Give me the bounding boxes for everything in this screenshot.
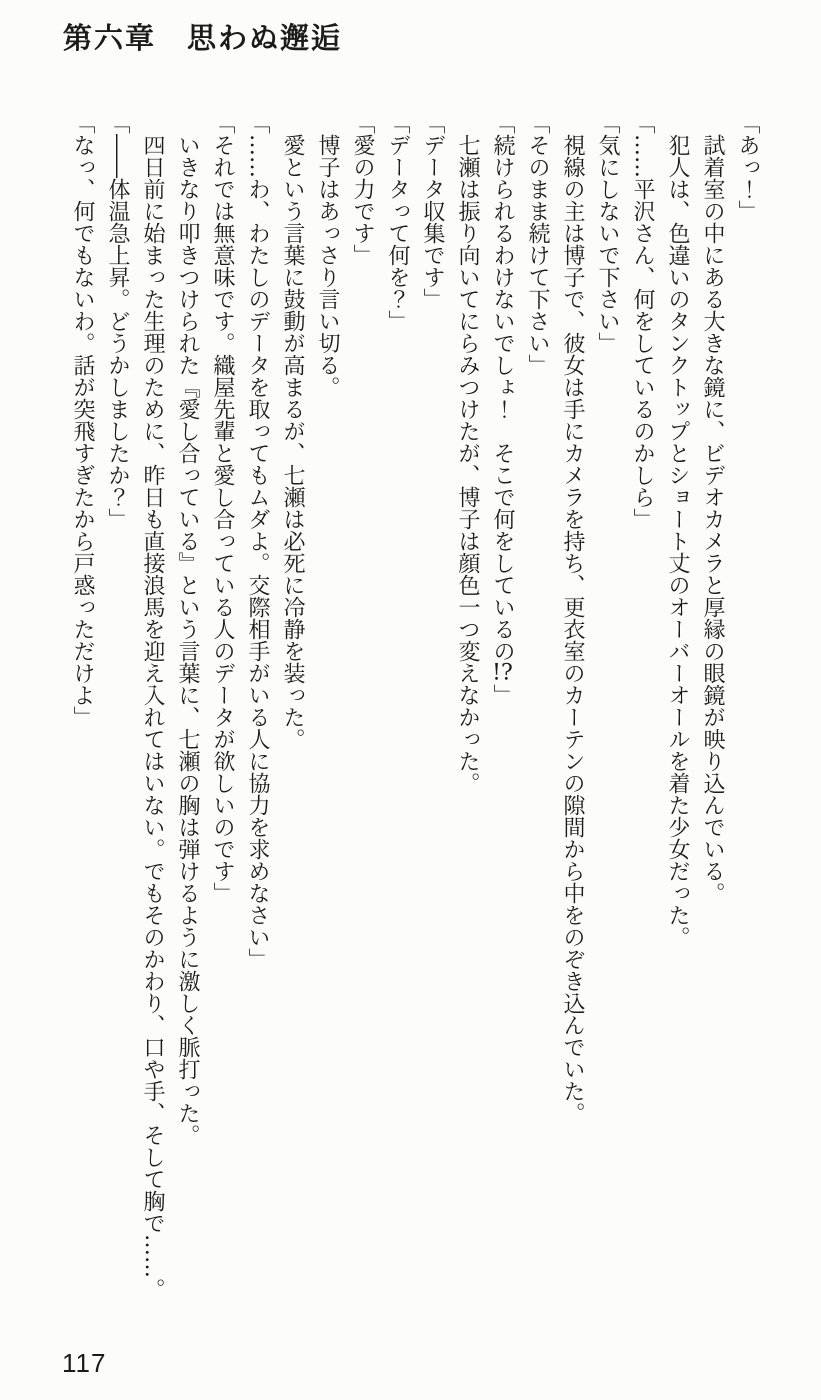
- paragraph: 試着室の中にある大きな鏡に、ビデオカメラと厚縁の眼鏡が映り込んでいる。: [700, 134, 725, 904]
- paragraph: 犯人は、色違いのタンクトップとショート丈のオーバーオールを着た少女だった。: [665, 134, 690, 948]
- page-number: 117: [62, 1348, 107, 1378]
- paragraph: 視線の主は博子で、彼女は手にカメラを持ち、更衣室のカーテンの隙間から中をのぞき込んでいた。: [560, 134, 585, 1124]
- paragraph: いきなり叩きつけられた『愛し合っている』という言葉に、七瀬の胸は弾けるように激しく脈打った。: [175, 134, 200, 1146]
- paragraph: 博子はあっさり言い切る。: [315, 134, 340, 398]
- paragraph: 「愛の力です」: [350, 112, 375, 266]
- tate-chu-yoko: !?: [492, 662, 513, 684]
- paragraph: 四日前に始まった生理のために、昨日も直接浪馬を迎え入れてはいない。でもそのかわり、口や手、そして胸で……。: [140, 134, 165, 1300]
- paragraph: 「データって何を？」: [385, 112, 410, 332]
- paragraph: 「……わ、わたしのデータを取ってもムダよ。交際相手がいる人に協力を求めなさい」: [245, 112, 270, 970]
- paragraph: 「なっ、何でもないわ。話が突飛すぎたから戸惑っただけよ」: [70, 112, 95, 728]
- paragraph: 「データ収集です」: [420, 112, 445, 310]
- paragraph: 「あっ！」: [735, 112, 760, 222]
- paragraph: 「……平沢さん、何をしているのかしら」: [630, 112, 655, 530]
- chapter-heading: 第六章 思わぬ邂逅: [63, 21, 343, 55]
- paragraph: 「続けられるわけないでしょ！ そこで何をしているの!?」: [490, 112, 515, 706]
- paragraph: 「そのまま続けて下さい」: [525, 112, 550, 376]
- paragraph: 「――体温急上昇。どうかしましたか？」: [105, 112, 130, 530]
- paragraph: 「それでは無意味です。織屋先輩と愛し合っている人のデータが欲しいのです」: [210, 112, 235, 904]
- paragraph: 七瀬は振り向いてにらみつけたが、博子は顔色一つ変えなかった。: [455, 134, 480, 794]
- paragraph: 愛という言葉に鼓動が高まるが、七瀬は必死に冷静を装った。: [280, 134, 305, 750]
- body-text-block: [65, 112, 765, 1300]
- paragraph: 「気にしないで下さい」: [595, 112, 620, 354]
